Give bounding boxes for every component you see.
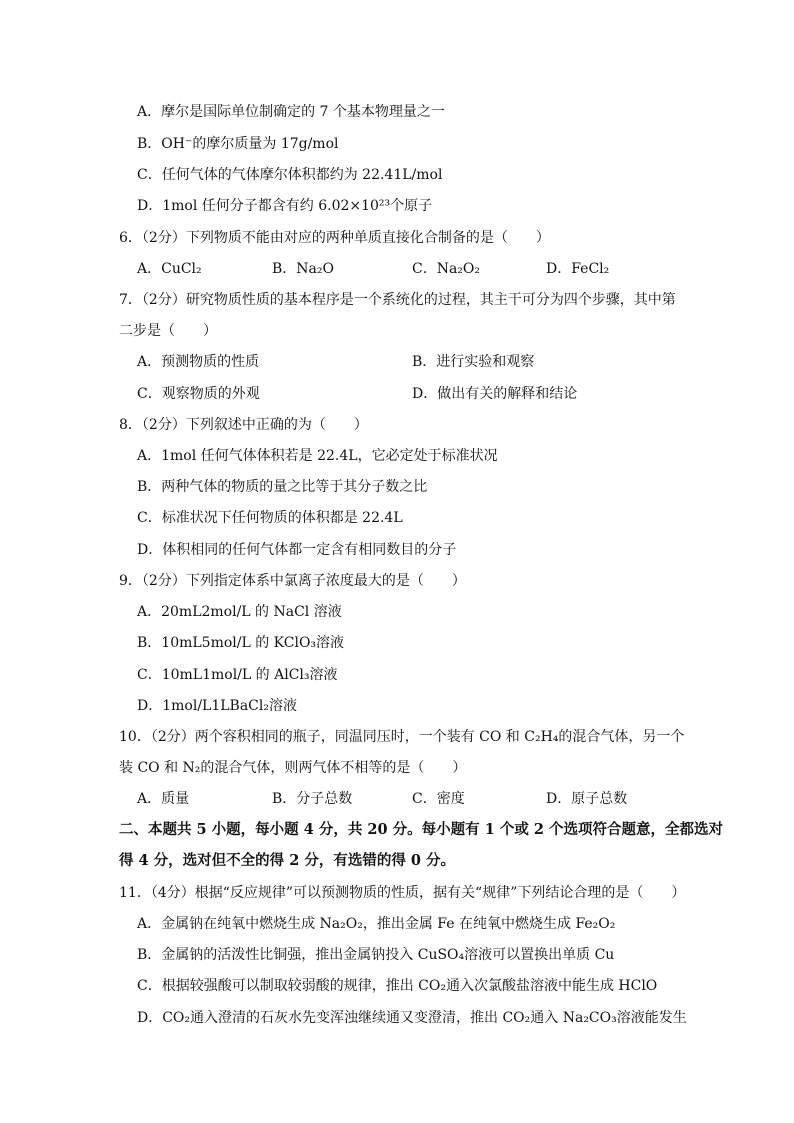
q8-option-b: B．两种气体的物质的量之比等于其分子数之比: [137, 479, 428, 495]
q10-option-b: B．分子总数: [272, 791, 353, 807]
q9-option-d: D．1mol/L1LBaCl₂溶液: [137, 698, 297, 714]
q10-stem-line2: 装 CO 和 N₂的混合气体，则两气体不相等的是（ ）: [119, 760, 467, 776]
q10-option-c: C．密度: [412, 791, 465, 807]
q10-stem-line1: 10．（2分）两个容积相同的瓶子，同温同压时，一个装有 CO 和 C₂H₄的混合气体，另一个: [119, 729, 685, 745]
q6-option-c: C．Na₂O₂: [412, 261, 481, 277]
q5-option-a: A．摩尔是国际单位制确定的 7 个基本物理量之一: [137, 104, 445, 120]
q6-option-a: A．CuCl₂: [137, 261, 202, 277]
q5-option-d: D．1mol 任何分子都含有约 6.02×10²³个原子: [137, 198, 433, 214]
q8-stem: 8．（2分）下列叙述中正确的为（ ）: [119, 417, 368, 433]
q6-option-d: D．FeCl₂: [546, 261, 610, 277]
q10-option-d: D．原子总数: [546, 791, 628, 807]
q7-stem-line2: 二步是（ ）: [119, 323, 217, 339]
section2-heading-line1: 二、本题共 5 小题，每小题 4 分，共 20 分。每小题有 1 个或 2 个选项符合题意，全都选对: [119, 821, 724, 838]
q9-option-a: A．20mL2mol/L 的 NaCl 溶液: [137, 604, 342, 620]
q11-option-b: B．金属钠的活泼性比铜强，推出金属钠投入 CuSO₄溶液可以置换出单质 Cu: [137, 947, 615, 963]
q7-option-c: C．观察物质的外观: [137, 386, 260, 402]
q10-option-a: A．质量: [137, 791, 190, 807]
q8-option-d: D．体积相同的任何气体都一定含有相同数目的分子: [137, 542, 457, 558]
q11-stem: 11．（4分）根据“反应规律”可以预测物质的性质，据有关“规律”下列结论合理的是（ ）: [119, 885, 686, 901]
q9-stem: 9．（2分）下列指定体系中氯离子浓度最大的是（ ）: [119, 573, 466, 589]
q11-option-c: C．根据较强酸可以制取较弱酸的规律，推出 CO₂通入次氯酸盐溶液中能生成 HClO: [137, 978, 658, 994]
q7-option-b: B．进行实验和观察: [412, 354, 535, 370]
q11-option-d: D．CO₂通入澄清的石灰水先变浑浊继续通又变澄清，推出 CO₂通入 Na₂CO₃溶液能发生: [137, 1010, 687, 1026]
q7-option-a: A．预测物质的性质: [137, 354, 260, 370]
q11-option-a: A．金属钠在纯氧中燃烧生成 Na₂O₂，推出金属 Fe 在纯氧中燃烧生成 Fe₂O₂: [137, 916, 616, 932]
q6-option-b: B．Na₂O: [272, 261, 334, 277]
q9-option-c: C．10mL1mol/L 的 AlCl₃溶液: [137, 667, 338, 683]
q7-option-d: D．做出有关的解释和结论: [412, 386, 578, 402]
q7-stem-line1: 7．（2分）研究物质性质的基本程序是一个系统化的过程，其主干可分为四个步骤，其中第: [119, 292, 676, 308]
q5-option-c: C．任何气体的气体摩尔体积都约为 22.41L/mol: [137, 167, 443, 183]
q8-option-c: C．标准状况下任何物质的体积都是 22.4L: [137, 510, 403, 526]
q9-option-b: B．10mL5mol/L 的 KClO₃溶液: [137, 635, 345, 651]
q8-option-a: A．1mol 任何气体体积若是 22.4L，它必定处于标准状况: [137, 448, 498, 464]
q6-stem: 6．（2分）下列物质不能由对应的两种单质直接化合制备的是（ ）: [119, 230, 550, 246]
section2-heading-line2: 得 4 分，选对但不全的得 2 分，有选错的得 0 分。: [119, 852, 456, 869]
q5-option-b: B．OH⁻的摩尔质量为 17g/mol: [137, 136, 339, 152]
